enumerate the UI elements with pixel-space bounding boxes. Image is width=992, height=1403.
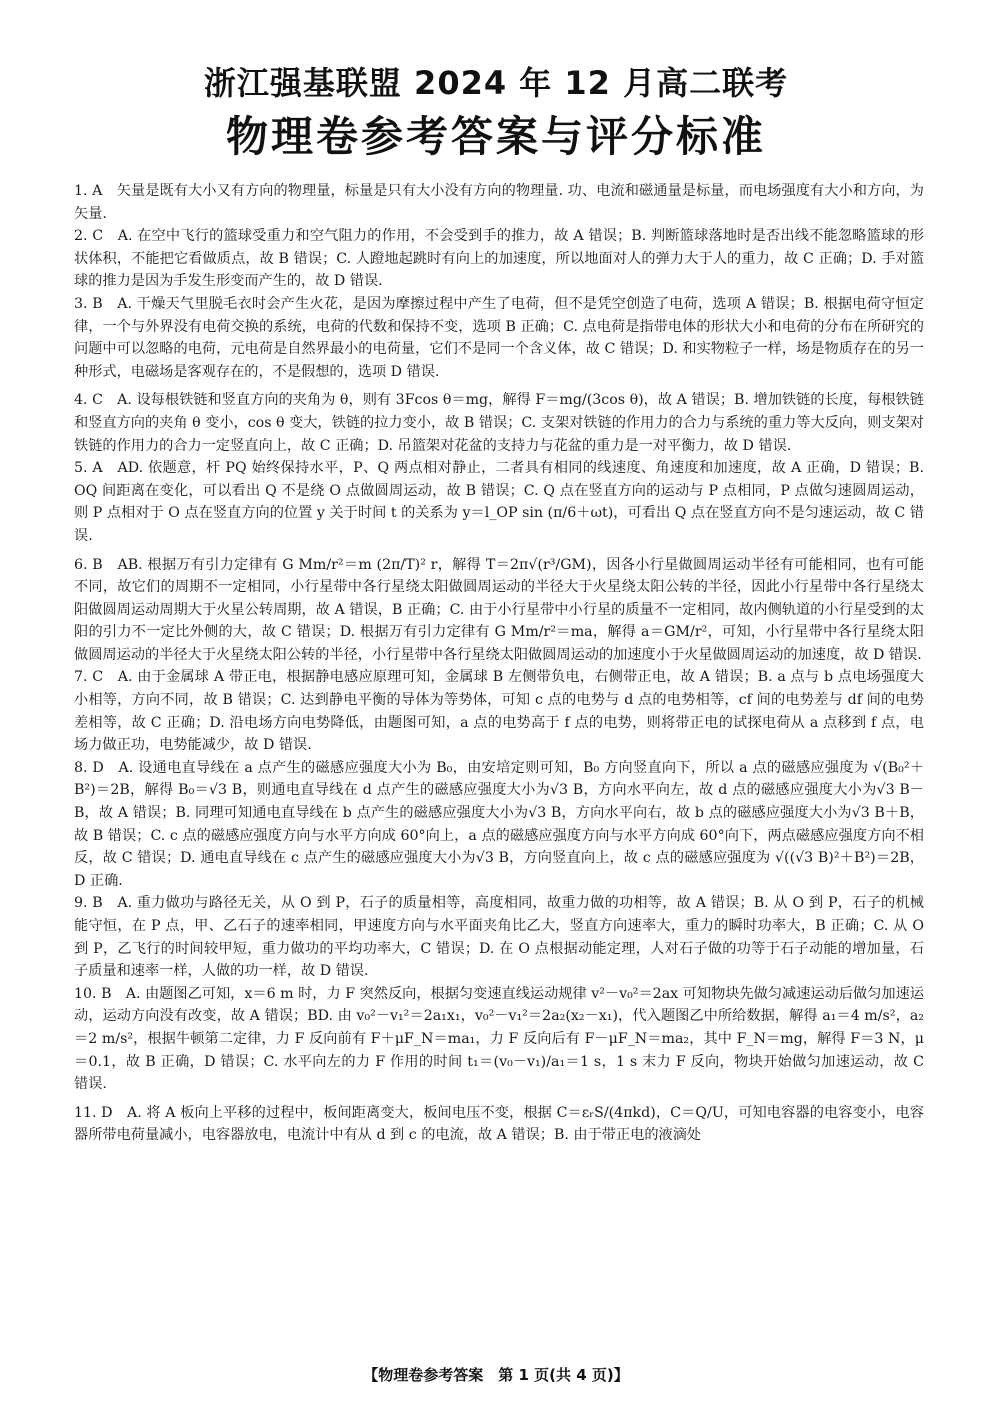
answer-number: 1. A xyxy=(74,183,103,199)
answer-number: 11. D xyxy=(74,1104,113,1121)
answer-item-9 xyxy=(74,892,924,982)
answer-item-5 xyxy=(74,457,924,547)
answer-list xyxy=(74,180,924,1147)
answer-number: 7. C xyxy=(74,669,104,686)
answer-explanation: 矢量是既有大小又有方向的物理量，标量是只有大小没有方向的物理量. 功、电流和磁通量是标量，而电场强度有大小和方向，为矢量. xyxy=(74,183,924,222)
answer-explanation: AD. 依题意，杆 PQ 始终保持水平，P、Q 两点相对静止，二者具有相同的线速度、角速度和加速度，故 A 正确，D 错误；B. OQ 间距离在变化，可以看出 Q 不是绕 O 点做圆周运动，故 B 错误；C. Q 点在竖直方向的运动与 P 点相同，P 点做匀速圆周运动，则 P 点相对于 O 点在竖直方向的位置 y 关于时间 t 的关系为 y＝l_OP sin (π/6＋ωt)，可看出 Q 点在竖直方向不是匀速运动，故 C 错误. xyxy=(74,460,924,544)
answer-item-10 xyxy=(74,983,924,1096)
answer-explanation: A. 设通电直导线在 a 点产生的磁感应强度大小为 B₀，由安培定则可知，B₀ 方向竖直向下，所以 a 点的磁感应强度为 √(B₀²＋B²)＝2B，解得 B₀＝√3 B，则通电直导线在 d 点产生的磁感应强度大小为√3 B，方向水平向左，故 d 点的磁感应强度大小为√3 B－B，故 A 错误；B. 同理可知通电直导线在 b 点产生的磁感应强度大小为√3 B，方向水平向右，故 b 点的磁感应强度大小为√3 B＋B，故 B 错误；C. c 点的磁感应强度方向与水平方向成 60°向上，a 点的磁感应强度方向与水平方向成 60°向下，两点磁感应强度方向不相反，故 C 错误；D. 通电直导线在 c 点产生的磁感应强度大小为√3 B，方向竖直向上，故 c 点的磁感应强度为 √((√3 B)²＋B²)＝2B，D 正确. xyxy=(74,759,925,889)
answer-item-4 xyxy=(74,389,924,457)
answer-item-11 xyxy=(74,1102,924,1147)
answer-number: 5. A xyxy=(74,460,103,477)
answer-number: 2. C xyxy=(74,228,104,245)
answer-number: 6. B xyxy=(74,556,103,573)
answer-item-6 xyxy=(74,554,924,667)
answer-explanation: A. 由题图乙可知，x＝6 m 时，力 F 突然反向，根据匀变速直线运动规律 v²－v₀²＝2ax 可知物块先做匀减速运动后做匀加速运动，运动方向没有改变，故 A 错误；BD. 由 v₀²－v₁²＝2a₁x₁，v₀²－v₁²＝2a₂(x₂－x₁)，代入题图乙中所给数据，解得 a₁＝4 m/s²，a₂＝2 m/s²，根据牛顿第二定律，力 F 反向前有 F＋μF_N＝ma₁，力 F 反向后有 F－μF_N＝ma₂，其中 F_N＝mg，解得 F＝3 N，μ＝0.1，故 B 正确，D 错误；C. 水平向左的力 F 作用的时间 t₁＝(v₀－v₁)/a₁＝1 s，1 s 末力 F 反向，物块开始做匀加速运动，故 C 错误. xyxy=(74,985,925,1093)
answer-explanation: A. 设每根铁链和竖直方向的夹角为 θ，则有 3Fcos θ＝mg，解得 F＝mg/(3cos θ)，故 A 错误；B. 增加铁链的长度，每根铁链和竖直方向的夹角 θ 变小，cos θ 变大，铁链的拉力变小，故 B 错误；C. 支架对铁链的作用力的合力与系统的重力等大反向，则支架对铁链的作用力的合力一定竖直向上，故 C 正确；D. 吊篮架对花盆的支持力与花盆的重力是一对平衡力，故 D 错误. xyxy=(74,392,924,454)
answer-item-7 xyxy=(74,666,924,756)
answer-number: 3. B xyxy=(74,295,103,312)
answer-explanation: A. 将 A 板向上平移的过程中，板间距离变大，板间电压不变，根据 C＝εᵣS/(4πkd)，C＝Q/U，可知电容器的电容变小，电容器所带电荷量减小，电容器放电，电流计中有从 d 到 c 的电流，故 A 错误；B. 由于带正电的液滴处 xyxy=(74,1104,924,1144)
answer-item-3 xyxy=(74,293,924,383)
answer-explanation: A. 重力做功与路径无关，从 O 到 P，石子的质量相等，高度相同，故重力做的功相等，故 A 错误；B. 从 O 到 P，石子的机械能守恒，在 P 点，甲、乙石子的速率相同，甲速度方向与水平面夹角比乙大，竖直方向速率大，重力的瞬时功率大，B 正确；C. 从 O 到 P，乙飞行的时间较甲短，重力做功的平均功率大，C 错误；D. 在 O 点根据动能定理，人对石子做的功等于石子动能的增加量，石子质量和速率一样，人做的功一样，故 D 错误. xyxy=(74,895,924,980)
document-title: 浙江强基联盟 2024 年 12 月高二联考 xyxy=(203,64,789,102)
answer-item-1 xyxy=(74,180,924,225)
answer-explanation: AB. 根据万有引力定律有 G Mm/r²＝m (2π/T)² r，解得 T＝2π√(r³/GM)，因各小行星做圆周运动半径有可能相同，也有可能不同，故它们的周期不一定相同，小行星带中各行星绕太阳做圆周运动的半径大于火星绕太阳公转的半径，因此小行星带中各行星绕太阳做圆周运动周期大于火星公转周期，故 A 错误，B 正确；C. 由于小行星带中小行星的质量不一定相同，故内侧轨道的小行星受到的太阳的引力不一定比外侧的大，故 C 错误；D. 根据万有引力定律有 G Mm/r²＝ma，解得 a＝GM/r²，可知，小行星带中各行星绕太阳做圆周运动的半径大于火星绕太阳公转的半径，小行星带中各行星绕太阳做圆周运动的加速度小于火星做圆周运动的加速度，故 D 错误. xyxy=(74,556,924,663)
answer-item-2 xyxy=(74,225,924,293)
answer-item-8 xyxy=(74,757,924,893)
answer-explanation: A. 在空中飞行的篮球受重力和空气阻力的作用，不会受到手的推力，故 A 错误；B. 判断篮球落地时是否出线不能忽略篮球的形状体积，不能把它看做质点，故 B 错误；C. 人蹬地起跳时有向上的加速度，所以地面对人的弹力大于人的重力，故 C 正确；D. 手对篮球的推力是因为手发生形变而产生的，故 D 错误. xyxy=(74,228,925,290)
answer-explanation: A. 干燥天气里脱毛衣时会产生火花，是因为摩擦过程中产生了电荷，但不是凭空创造了电荷，选项 A 错误；B. 根据电荷守恒定律，一个与外界没有电荷交换的系统，电荷的代数和保持不变，选项 B 正确；C. 点电荷是指带电体的形状大小和电荷的分布在所研究的问题中可以忽略的电荷，元电荷是自然界最小的电荷量，它们不是同一个含义体，故 C 错误；D. 和实物粒子一样，场是物质存在的另一种形式，电磁场是客观存在的，不是假想的，选项 D 错误. xyxy=(74,295,924,380)
answer-number: 4. C xyxy=(74,392,103,409)
answer-explanation: A. 由于金属球 A 带正电，根据静电感应原理可知，金属球 B 左侧带负电，右侧带正电，故 A 错误；B. a 点与 b 点电场强度大小相等，方向不同，故 B 错误；C. 达到静电平衡的导体为等势体，可知 c 点的电势与 d 点的电势相等，cf 间的电势差与 df 间的电势差相等，故 C 正确；D. 沿电场方向电势降低，由题图可知，a 点的电势高于 f 点的电势，则将带正电的试探电荷从 a 点移到 f 点，电场力做正功，电势能减少，故 D 错误. xyxy=(74,669,924,754)
answer-number: 10. B xyxy=(74,985,112,1002)
document-subtitle: 物理卷参考答案与评分标准 xyxy=(225,112,766,161)
answer-number: 8. D xyxy=(74,759,104,776)
answer-number: 9. B xyxy=(74,895,103,912)
page-footer: 【物理卷参考答案 第 1 页(共 4 页)】 xyxy=(363,1366,629,1384)
